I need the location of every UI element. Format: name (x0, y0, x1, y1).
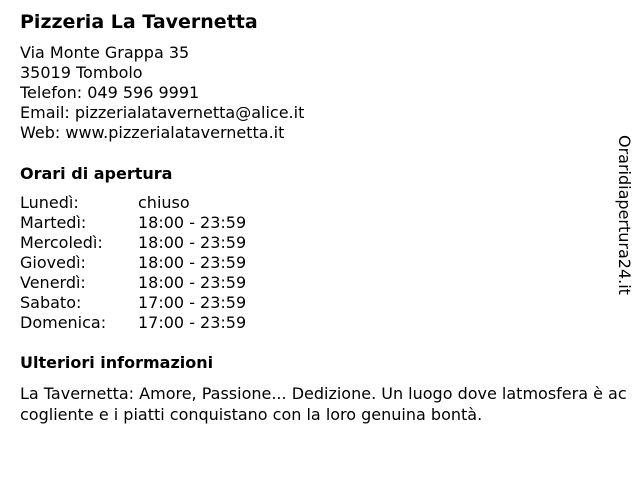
website-address: Web: www.pizzerialatavernetta.it (20, 123, 285, 142)
day-label: Mercoledì: (20, 233, 103, 252)
day-label: Domenica: (20, 313, 107, 332)
time-value: 18:00 - 23:59 (138, 273, 247, 292)
business-name: Pizzeria La Tavernetta (20, 11, 258, 33)
contact-block (20, 43, 304, 143)
watermark-text: Oraridiapertura24.it (615, 135, 634, 295)
time-value: 17:00 - 23:59 (138, 293, 247, 312)
further-info-text: La Tavernetta: Amore, Passione... Dedizione. Un luogo dove latmosfera è accogliente e i piatti conquistano con la loro genuina bontà. (20, 384, 627, 424)
time-value: 18:00 - 23:59 (138, 213, 247, 232)
day-label: Sabato: (20, 293, 82, 312)
phone-number: Telefon: 049 596 9991 (20, 83, 200, 102)
day-label: Venerdì: (20, 273, 86, 292)
day-label: Giovedì: (20, 253, 86, 272)
time-value: 18:00 - 23:59 (138, 233, 247, 252)
email-address: Email: pizzerialatavernetta@alice.it (20, 103, 305, 122)
day-label: Lunedì: (20, 193, 79, 212)
further-info-heading: Ulteriori informazioni (20, 353, 214, 372)
time-value: 18:00 - 23:59 (138, 253, 247, 272)
city-address: 35019 Tombolo (20, 63, 143, 82)
opening-hours-heading: Orari di apertura (20, 164, 173, 183)
time-value: 17:00 - 23:59 (138, 313, 247, 332)
time-value: chiuso (138, 193, 190, 212)
day-label: Martedì: (20, 213, 87, 232)
street-address: Via Monte Grappa 35 (20, 43, 190, 62)
